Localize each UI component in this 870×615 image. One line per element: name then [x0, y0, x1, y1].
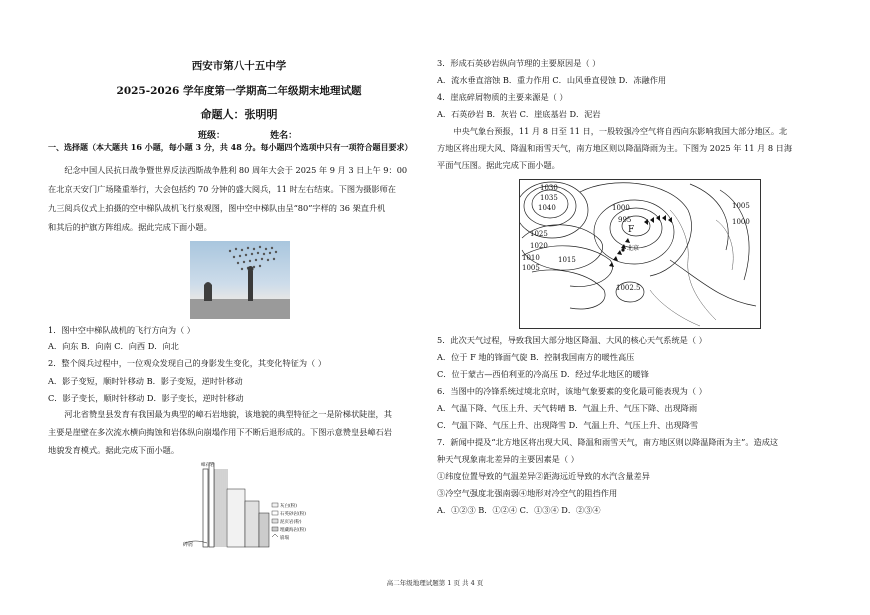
cross-top-label: 嶂石岩: [201, 463, 215, 468]
student-info: [198, 128, 339, 141]
passage2-line: 地貌发育模式。据此完成下面小题。: [48, 445, 180, 455]
isobar-label: 1035: [540, 194, 558, 202]
isobar-label: 1005: [522, 264, 540, 272]
legend-item: 埋藏海岩(粉): [280, 528, 307, 533]
q5-options-cd: C．位于蒙古—西伯利亚的冷高压 D．经过华北地区的暖锋: [437, 369, 649, 379]
q2-options-cd: C．影子变长，顺时针移动 D．影子变长，逆时针移动: [48, 393, 244, 403]
class-label: 班级：: [198, 131, 226, 141]
isobar-label: 1005: [732, 202, 750, 210]
q1-options: A．向东 B．向南 C．向西 D．向北: [48, 341, 179, 351]
passage2-line: 主要是崖壁在多次流水横向掏蚀和岩体纵向崩塌作用下不断后退形成的。下图示意赞皇县嶂石岩: [48, 427, 392, 437]
legend-item: 石英砂岩(粉): [280, 512, 307, 517]
isobar-label: 1040: [538, 204, 556, 212]
passage1-line: 在北京天安门广场隆重举行，大会包括约 70 分钟的盛大阅兵，11 时左右结束。下图为摄影师在: [48, 184, 396, 194]
isobar-label: 1025: [530, 230, 548, 238]
q7-factors-12: ①纬度位置导致的气温差异②距海远近导致的水汽含量差异: [437, 471, 650, 481]
q2-options-ab: A．影子变短，顺时针移动 B．影子变短，逆时针移动: [48, 376, 243, 386]
name-label: 姓名：: [270, 131, 298, 141]
pressure-map: [519, 179, 761, 329]
exam-author: 命题人：张明明: [200, 108, 278, 121]
low-center-label: F: [628, 225, 635, 235]
landform-cross-section: [183, 459, 318, 551]
page-footer: 高二年级地理试题第 1 页 共 4 页: [386, 579, 484, 587]
q5-stem: 5．此次天气过程，导致我国大部分地区降温、大风的核心天气系统是（ ）: [437, 335, 707, 345]
q6-options-cd: C．气温下降、气压上升、出现降雪 D．气温上升、气压上升、出现降雪: [437, 420, 699, 430]
isobar-label: 1000: [612, 204, 630, 212]
isobar-label: 1002.5: [616, 284, 641, 292]
passage3-line: 方地区将出现大风、降温和雨雪天气，南方地区则以降温降雨为主。下图为 2025 年 11 月 8 日海: [437, 143, 793, 153]
q3-options: A．流水垂直溶蚀 B．重力作用 C．山风垂直侵蚀 D．冻融作用: [437, 75, 667, 85]
legend-item: 泥页岩(粉): [280, 520, 302, 525]
passage3-line: 平面气压图。据此完成下面小题。: [437, 160, 560, 170]
legend-item: 灰白(粉): [280, 504, 298, 509]
q1-stem: 1．图中空中梯队战机的飞行方向为（ ）: [48, 325, 195, 335]
q6-options-ab: A．气温下降、气压上升、天气转晴 B．气温上升、气压下降、出现降雨: [437, 403, 698, 413]
passage2-line: 河北省赞皇县发育有我国最为典型的嶂石岩地貌，该地貌的典型特征之一是阶梯状陡崖，其: [64, 409, 392, 419]
exam-title: 2025-2026 学年度第一学期高二年级期末地理试题: [116, 85, 362, 97]
cross-base-label: 碎屑: [183, 542, 194, 548]
passage1-line: 和其后的护旗方阵组成。据此完成下面小题。: [48, 222, 212, 232]
q2-stem: 2．整个阅兵过程中，一位观众发现自己的身影发生变化，其变化特征为（ ）: [48, 358, 327, 368]
passage1-line: 九三阅兵仪式上拍摄的空中梯队战机飞行泉观图，图中空中梯队由呈“80”字样的 36 架直升机: [48, 203, 386, 213]
passage1-line: 纪念中国人民抗日战争暨世界反法西斯战争胜利 80 周年大会于 2025 年 9 月 3 日上午 9：00: [64, 165, 408, 175]
isobar-label: 1000: [732, 218, 750, 226]
q6-stem: 6．当图中的冷锋系统过境北京时，该地气象要素的变化最可能表现为（ ）: [437, 386, 707, 396]
beijing-label: 北京: [627, 245, 640, 252]
parade-photo-art: [190, 241, 290, 319]
school-name: 西安市第八十五中学: [191, 60, 287, 72]
q4-options: A．石英砂岩 B．灰岩 C．崖底基岩 D．泥岩: [437, 109, 601, 119]
isobar-label: 1020: [530, 242, 548, 250]
isobar-label: 1015: [558, 256, 576, 264]
isobar-label: 995: [618, 216, 632, 224]
q7-options: A．①②③ B．①②④ C．①③④ D．②③④: [437, 505, 601, 515]
section-heading: 一、选择题（本大题共 16 小题，每小题 3 分，共 48 分。每小题四个选项中只有一项符合题目要求）: [48, 142, 413, 152]
isobar-label: 1010: [522, 254, 540, 262]
passage3-line: 中央气象台预报，11 月 8 日至 11 日，一股较强冷空气将自西向东影响我国大部分地区。北: [453, 126, 788, 136]
q4-stem: 4．崖底碎屑物质的主要来源是（ ）: [437, 92, 568, 102]
q7-factors-34: ③冷空气强度北强南弱④地形对冷空气的阻挡作用: [437, 488, 618, 498]
q5-options-ab: A．位于 F 地的锋面气旋 B．控制我国南方的暖性高压: [437, 352, 635, 362]
legend-item: 崩塌: [280, 536, 289, 541]
q7-stem-cont: 种天气现象南北差异的主要因素是（ ）: [437, 454, 579, 464]
q3-stem: 3．形成石英砂岩纵向节理的主要原因是（ ）: [437, 58, 601, 68]
q7-stem: 7．新闻中提及“北方地区将出现大风、降温和雨雪天气，南方地区则以降温降雨为主”。造成这: [437, 437, 779, 447]
parade-photo: [190, 241, 290, 319]
isobar-label: 1030: [540, 184, 558, 192]
